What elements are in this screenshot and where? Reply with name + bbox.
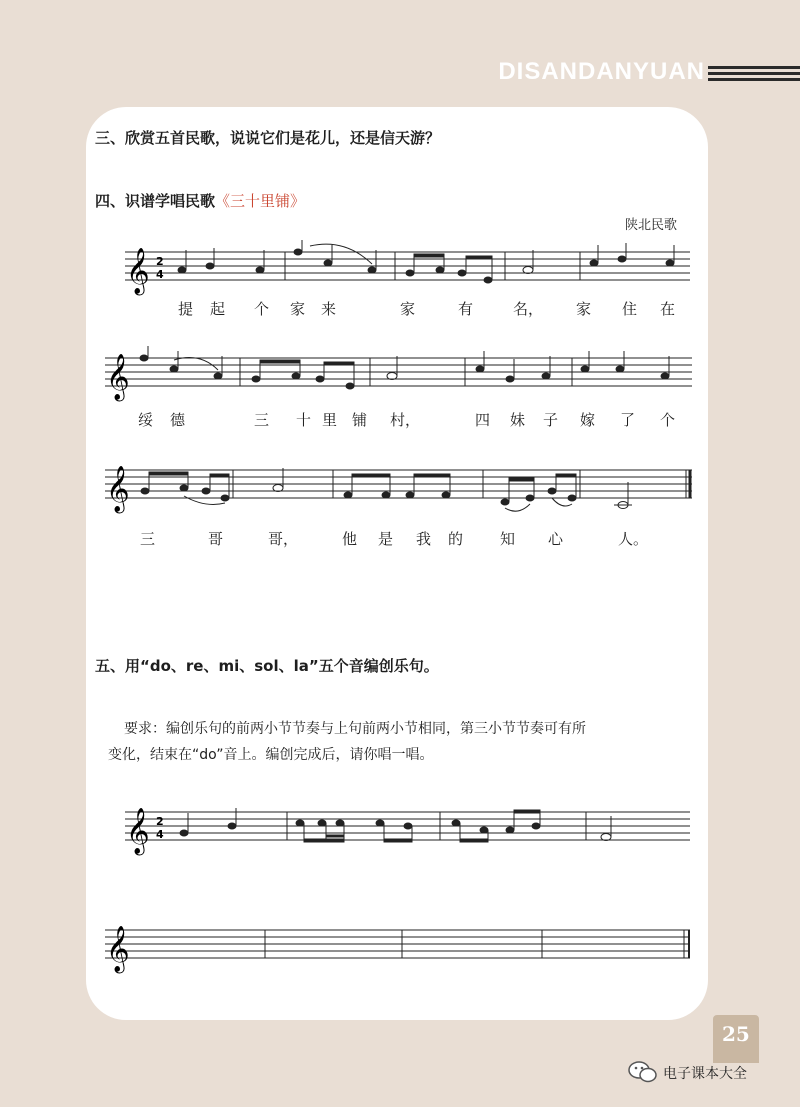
song-title: 《三十里铺》 bbox=[215, 192, 306, 210]
svg-text:4: 4 bbox=[156, 268, 164, 281]
svg-text:4: 4 bbox=[156, 828, 164, 841]
music-staff-3 bbox=[100, 458, 700, 528]
treble-clef-icon: 𝄞 bbox=[106, 466, 130, 512]
lyric: 妹 bbox=[510, 411, 526, 429]
page-number: 25 bbox=[722, 1022, 750, 1046]
lyric: 四 bbox=[475, 411, 491, 429]
lyric: 住 bbox=[622, 300, 638, 318]
lyric: 家 bbox=[400, 300, 416, 318]
svg-text:2: 2 bbox=[156, 815, 164, 828]
blank-music-staff[interactable] bbox=[100, 918, 700, 978]
unit-title: DISANDANYUAN bbox=[498, 58, 705, 85]
lyric: 在 bbox=[660, 300, 676, 318]
lyric: 德 bbox=[170, 411, 186, 429]
lyric: 的 bbox=[448, 530, 464, 548]
treble-clef-icon: 𝄞 bbox=[106, 926, 130, 972]
lyric: 村， bbox=[390, 411, 421, 429]
lyric: 名， bbox=[513, 300, 544, 318]
lyric: 哥， bbox=[268, 530, 299, 548]
music-staff-1 bbox=[110, 240, 700, 300]
treble-clef-icon: 𝄞 bbox=[126, 248, 150, 294]
lyric: 十 bbox=[296, 411, 312, 429]
music-staff-4 bbox=[110, 800, 700, 860]
lyric: 哥 bbox=[208, 530, 224, 548]
lyric: 起 bbox=[210, 300, 226, 318]
lyrics-line-2 bbox=[0, 409, 700, 431]
section-3-heading: 三、欣赏五首民歌，说说它们是花儿，还是信天游？ bbox=[95, 129, 441, 147]
lyric: 里 bbox=[322, 411, 338, 429]
music-staff-2 bbox=[100, 346, 700, 406]
watermark-text: 电子课本大全 bbox=[663, 1066, 747, 1082]
requirement-line-2: 变化，结束在“do”音上。编创完成后，请你唱一唱。 bbox=[108, 747, 434, 763]
section-4-heading-prefix: 四、识谱学唱民歌 bbox=[95, 192, 216, 210]
lyric: 了 bbox=[620, 411, 636, 429]
lyric: 个 bbox=[660, 411, 676, 429]
lyric: 人。 bbox=[618, 530, 649, 548]
lyric: 铺 bbox=[352, 411, 368, 429]
lyric: 个 bbox=[254, 300, 270, 318]
requirement-text bbox=[108, 716, 708, 768]
section-4-heading bbox=[95, 190, 305, 211]
lyric: 我 bbox=[416, 530, 432, 548]
lyrics-line-3 bbox=[0, 528, 700, 550]
lyric: 子 bbox=[543, 411, 559, 429]
song-source: 陕北民歌 bbox=[625, 218, 678, 233]
requirement-line-1: 要求：编创乐句的前两小节节奏与上句前两小节相同，第三小节节奏可有所 bbox=[124, 721, 586, 737]
treble-clef-icon: 𝄞 bbox=[126, 808, 150, 854]
svg-text:2: 2 bbox=[156, 255, 164, 268]
lyric: 知 bbox=[500, 530, 516, 548]
lyric: 嫁 bbox=[580, 411, 596, 429]
decorative-lines bbox=[708, 66, 800, 84]
wechat-icon bbox=[628, 1060, 658, 1084]
section-5-heading: 五、用“do、re、mi、sol、la”五个音编创乐句。 bbox=[95, 657, 439, 675]
lyric: 他 bbox=[342, 530, 358, 548]
lyric: 三 bbox=[140, 530, 156, 548]
lyric: 提 bbox=[178, 300, 194, 318]
lyrics-line-1 bbox=[0, 298, 700, 320]
lyric: 心 bbox=[548, 530, 564, 548]
lyric: 有 bbox=[458, 300, 474, 318]
lyric: 三 bbox=[254, 411, 270, 429]
lyric: 家 bbox=[576, 300, 592, 318]
lyric: 来 bbox=[321, 300, 337, 318]
lyric: 绥 bbox=[138, 411, 154, 429]
treble-clef-icon: 𝄞 bbox=[106, 354, 130, 400]
lyric: 是 bbox=[378, 530, 394, 548]
lyric: 家 bbox=[290, 300, 306, 318]
